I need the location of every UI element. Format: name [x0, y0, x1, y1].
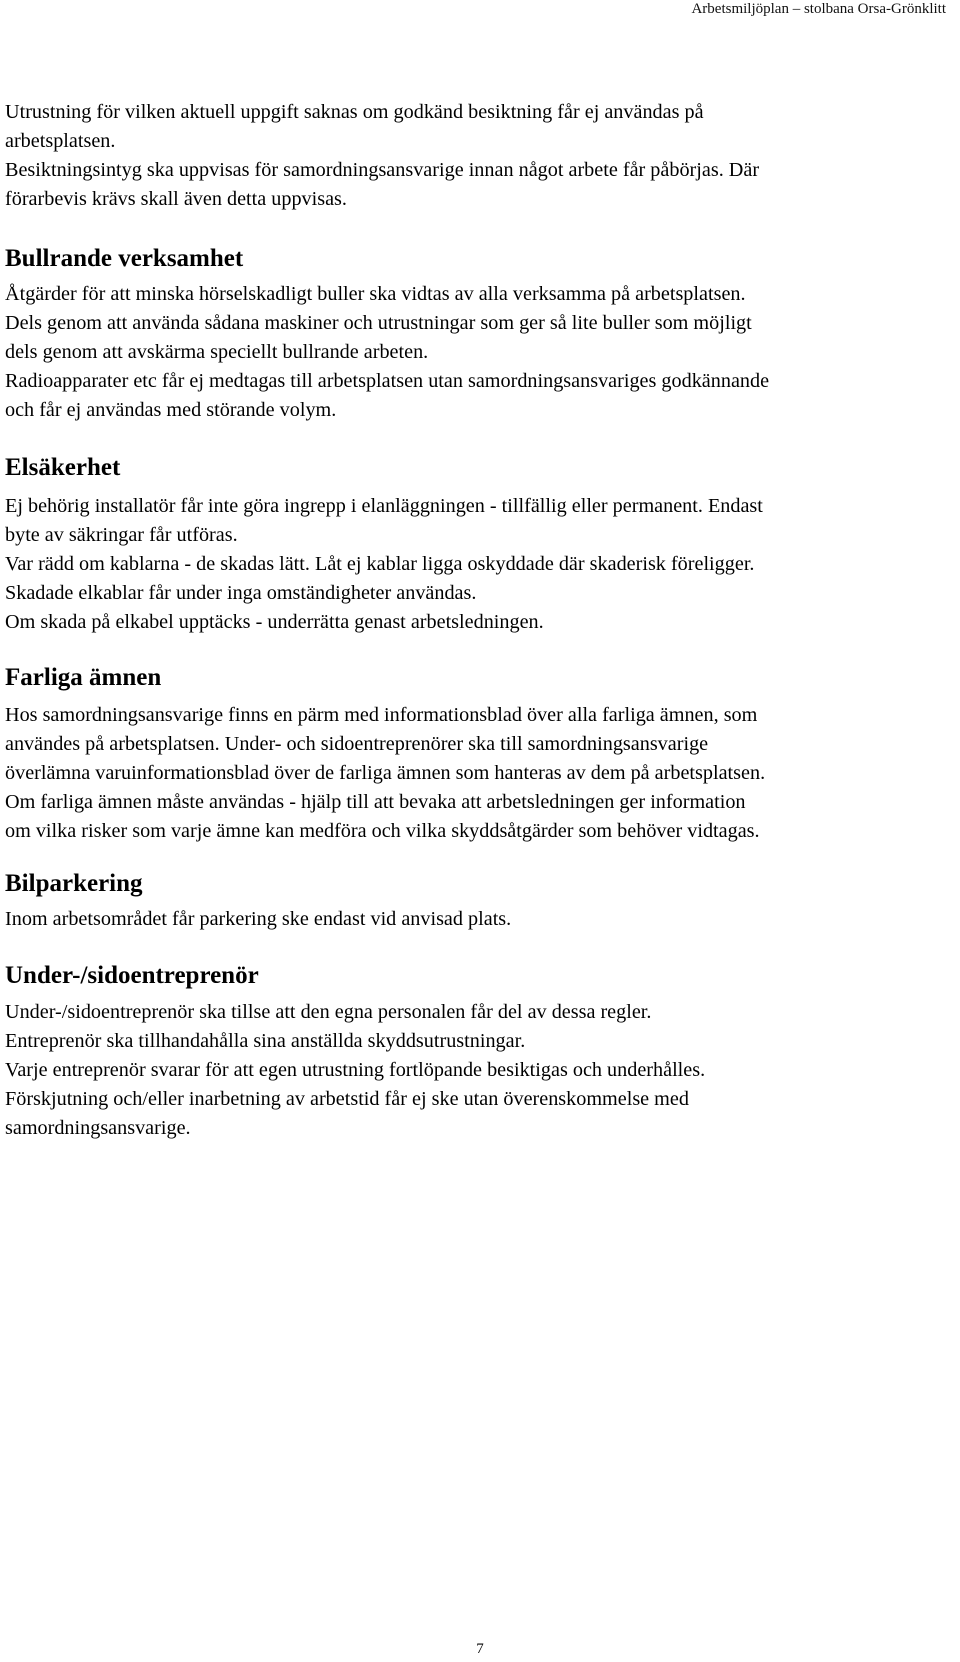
section-heading: Farliga ämnen: [5, 664, 162, 691]
paragraph-line: Besiktningsintyg ska uppvisas för samordningsansvarige innan något arbete får påbörjas. Där: [5, 159, 760, 181]
paragraph-line: Entreprenör ska tillhandahålla sina anställda skyddsutrustningar.: [5, 1030, 526, 1052]
paragraph-line: Varje entreprenör svarar för att egen utrustning fortlöpande besiktigas och underhålles.: [5, 1059, 706, 1081]
paragraph-line: samordningsansvarige.: [5, 1117, 191, 1139]
intro-section: [5, 98, 953, 214]
paragraph-line: byte av säkringar får utföras.: [5, 524, 238, 546]
page-number: 7: [476, 1641, 484, 1657]
paragraph-line: användes på arbetsplatsen. Under- och sidoentreprenörer ska till samordningsansvarige: [5, 733, 709, 755]
paragraph-line: arbetsplatsen.: [5, 130, 116, 152]
section-heading: Bilparkering: [5, 870, 143, 897]
paragraph-line: och får ej användas med störande volym.: [5, 399, 337, 421]
paragraph-line: Inom arbetsområdet får parkering ske endast vid anvisad plats.: [5, 908, 512, 930]
paragraph-line: Var rädd om kablarna - de skadas lätt. Låt ej kablar ligga oskyddade där skaderisk föreligger.: [5, 553, 755, 575]
paragraph-line: dels genom att avskärma speciellt bullrande arbeten.: [5, 341, 429, 363]
paragraph-line: Om farliga ämnen måste användas - hjälp till att bevaka att arbetsledningen ger information: [5, 791, 746, 813]
section-elsakerhet: [5, 453, 953, 637]
document-body: [5, 98, 953, 1143]
paragraph-line: Skadade elkablar får under inga omständigheter användas.: [5, 582, 477, 604]
paragraph-line: Dels genom att använda sådana maskiner och utrustningar som ger så lite buller som möjligt: [5, 312, 752, 334]
paragraph-line: om vilka risker som varje ämne kan medföra och vilka skyddsåtgärder som behöver vidtagas.: [5, 820, 760, 842]
paragraph-line: överlämna varuinformationsblad över de farliga ämnen som hanteras av dem på arbetsplatsen.: [5, 762, 766, 784]
section-heading: Under-/sidoentreprenör: [5, 962, 259, 989]
paragraph-line: Om skada på elkabel upptäcks - underrätta genast arbetsledningen.: [5, 611, 544, 633]
section-bilparkering: [5, 869, 953, 934]
paragraph-line: Under-/sidoentreprenör ska tillse att den egna personalen får del av dessa regler.: [5, 1001, 652, 1023]
section-heading: Elsäkerhet: [5, 454, 121, 481]
section-bullrande-verksamhet: [5, 244, 953, 425]
paragraph-line: Förskjutning och/eller inarbetning av arbetstid får ej ske utan överenskommelse med: [5, 1088, 689, 1110]
paragraph-line: förarbevis krävs skall även detta uppvisas.: [5, 188, 347, 210]
paragraph-line: Hos samordningsansvarige finns en pärm med informationsblad över alla farliga ämnen, som: [5, 704, 758, 726]
paragraph-line: Åtgärder för att minska hörselskadligt buller ska vidtas av alla verksamma på arbetsplatsen.: [5, 283, 746, 305]
paragraph-line: Radioapparater etc får ej medtagas till arbetsplatsen utan samordningsansvariges godkännande: [5, 370, 770, 392]
running-header: Arbetsmiljöplan – stolbana Orsa-Grönklitt: [691, 1, 946, 17]
section-under-sidoentreprenor: [5, 961, 953, 1143]
section-heading: Bullrande verksamhet: [5, 245, 244, 272]
paragraph-line: Utrustning för vilken aktuell uppgift saknas om godkänd besiktning får ej användas på: [5, 101, 704, 123]
section-farliga-amnen: [5, 663, 953, 846]
paragraph-line: Ej behörig installatör får inte göra ingrepp i elanläggningen - tillfällig eller permanent. Endast: [5, 495, 763, 517]
